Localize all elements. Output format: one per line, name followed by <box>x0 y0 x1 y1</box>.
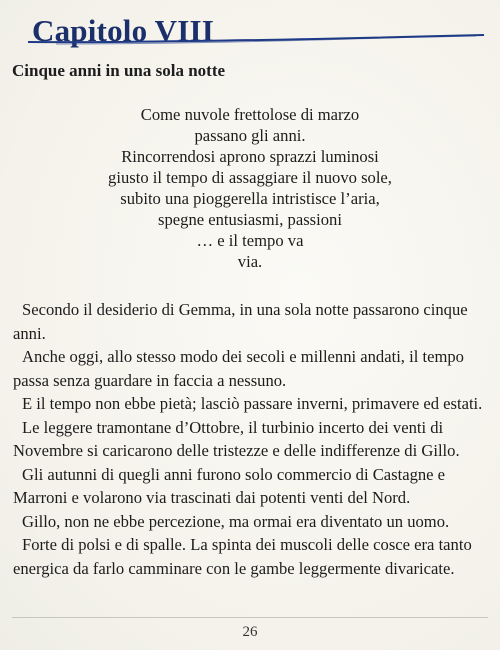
title-underline-swash <box>26 30 486 54</box>
poem-line: via. <box>237 252 263 271</box>
paragraph: Le leggere tramontane d’Ottobre, il turbinio incerto dei venti di Novembre si caricarono delle tristezze e delle indifferenze di Gillo. <box>13 417 460 460</box>
chapter-title: Capitolo VIII <box>32 13 215 48</box>
paragraph: Gli autunni di quegli anni furono solo commercio di Castagne e Marroni e volarono via trascinati dai potenti venti del Nord. <box>13 464 446 507</box>
poem-line: Rincorrendosi aprono sprazzi luminosi <box>121 147 379 166</box>
poem-line: … e il tempo va <box>196 231 304 250</box>
paragraph: Gillo, non ne ebbe percezione, ma ormai era diventato un uomo. <box>22 511 450 531</box>
chapter-body <box>13 298 493 580</box>
chapter-subtitle: Cinque anni in una sola notte <box>12 61 226 80</box>
paragraph: Anche oggi, allo stesso modo dei secoli e millenni andati, il tempo passa senza guardare in faccia a nessuno. <box>13 347 464 390</box>
poem-line: spegne entusiasmi, passioni <box>158 210 342 229</box>
page-number: 26 <box>242 624 258 640</box>
poem-line: passano gli anni. <box>194 126 306 145</box>
footer-divider <box>12 617 488 618</box>
poem-line: giusto il tempo di assaggiare il nuovo sole, <box>108 168 392 187</box>
paragraph: E il tempo non ebbe pietà; lasciò passare inverni, primavere ed estati. <box>22 394 483 413</box>
poem <box>0 104 500 272</box>
paragraph: Secondo il desiderio di Gemma, in una sola notte passarono cinque anni. <box>13 300 468 343</box>
poem-line: subito una pioggerella intristisce l’aria, <box>120 189 380 208</box>
poem-line: Come nuvole frettolose di marzo <box>140 105 360 124</box>
paragraph: Forte di polsi e di spalle. La spinta dei muscoli delle cosce era tanto energica da farlo camminare con le gambe leggermente divaricate. <box>13 535 472 578</box>
